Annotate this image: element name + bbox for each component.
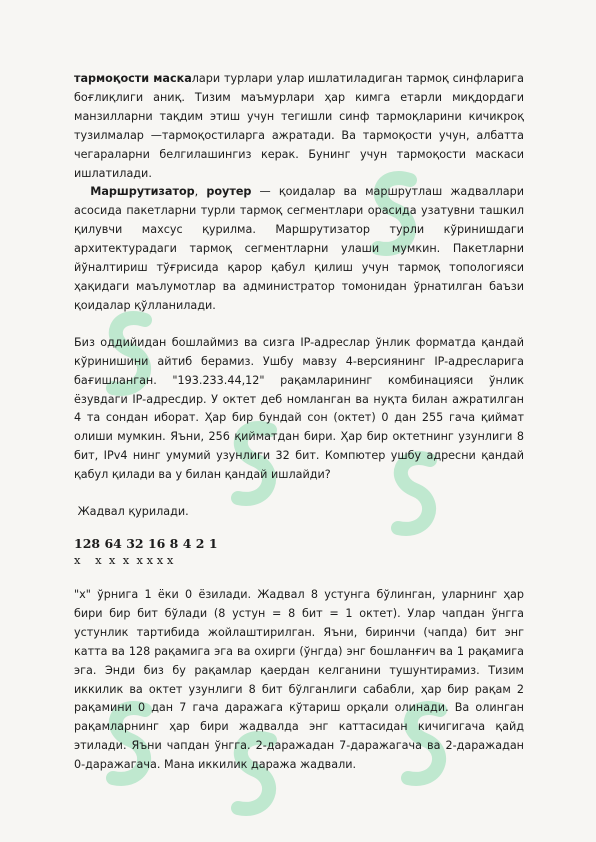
bit-values-row: 128 64 32 16 8 4 2 1 (74, 536, 218, 552)
table-heading (74, 503, 524, 521)
table-heading-text: Жадвал қурилади. (77, 505, 189, 519)
paragraph-text: — қоидалар ва маршрутлаш жадваллари асосида пакетларни турли тармоқ сегментлари орасида узатувни ташкил қилувчи махсус қурилма. Маршрутизатор турли кўринишдаги архитектурадаги тармоқ сегментларни улаши мумкин. Пакетларни йўналтириш тўғрисида қарор қабул қилиш учун тармоқ топологияси ҳақидаги маълумотлар ва администратор томонидан ўрнатилган баъзи қоидалар қўлланилади. (74, 185, 524, 312)
paragraph-binary-table: "x" ўрнига 1 ёки 0 ёзилади. Жадвал 8 устунга бўлинган, уларнинг ҳар бири бир бит бўлади (8 устун = 8 бит = 1 октет). Улар чапдан ўнгга устунлик тартибида жойлаштирилган. Яъни, биринчи (чапда) бит энг катта ва 128 рақамига эга ва охирги (ўнгда) энг бошланғич ва 1 рақамига эга. Энди биз бу рақамлар қаердан келганини тушунтирамиз. Тизим иккилик ва октет узунлиги 8 бит бўлганлиги сабабли, ҳар бир рақам 2 рақамини 0 дан 7 гача даражага кўтариш орқали олинади. Ва олинган рақамларнинг ҳар бири жадвалда энг каттасидан кичигигача қайд этилади. Яъни чапдан ўнгга. 2-даражадан 7-даражагача ва 2-даражадан 0-даражагача. Мана иккилик даража жадвали. (74, 588, 524, 772)
paragraph-text: лари турлари улар ишлатиладиган тармоқ синфларига боғлиқлиги аниқ. Тизим маъмурлари ҳар кимга етарли миқдордаги манзилларни тақдим этиш учун тегишли синф тармоқларини кичикроқ тузилмалар —тармоқостиларга ажратади. Ва тармоқости учун, албатта чегараларни белгилашингиз керак. Бунинг учун тармоқости маскаси ишлатилади. (74, 72, 525, 180)
document-page (74, 70, 524, 775)
bold-term-router-alt: роутер (206, 185, 252, 199)
bold-term-router: Маршрутизатор (90, 185, 195, 199)
paragraph-ip-address: Биз оддийидан бошлаймиз ва сизга IP-адреслар ўнлик форматда қандай кўринишини айтиб берамиз. Ушбу мавзу 4-версиянинг IP-адресларига бағишланган. "193.233.44,12" рақамларининг комбинацияси ўнлик ёзувдаги IP-адресдир. У октет деб номланган ва нуқта билан ажратилган 4 та сондан иборат. Ҳар бир бундай сон (октет) 0 дан 255 гача қиймат олиши мумкин. Яъни, 256 қийматдан бири. Ҳар бир октетнинг узунлиги 8 бит, IPv4 нинг умумий узунлиги 32 бит. Компютер ушбу адресни қандай қабул қилади ва у билан қандай ишлайди? (74, 335, 524, 482)
paragraph-router (74, 183, 524, 315)
bit-placeholder-row: x x x x x x x x (74, 553, 174, 568)
separator: , (194, 185, 207, 199)
paragraph-subnet-mask (74, 70, 524, 183)
bold-term: тармоқости маска (74, 72, 192, 85)
